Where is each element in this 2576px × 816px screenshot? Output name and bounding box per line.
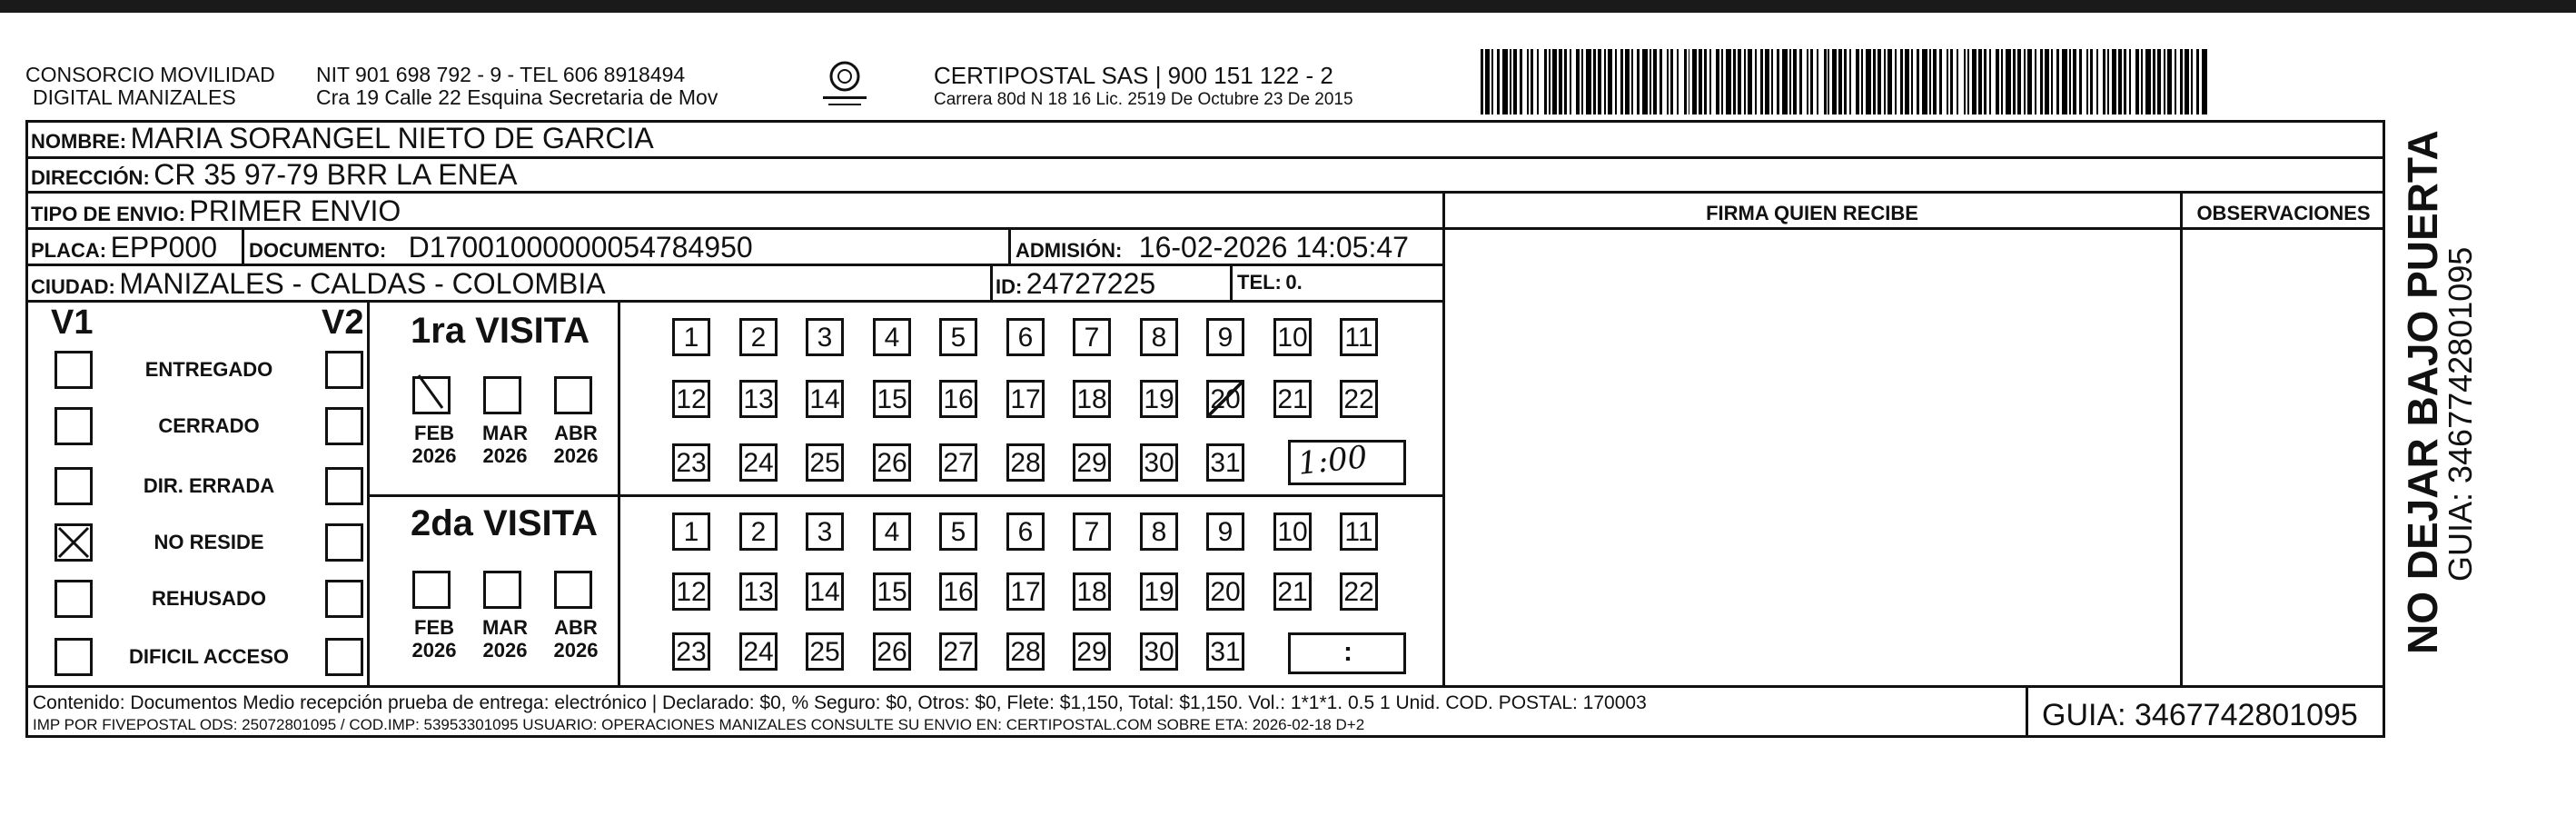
footer-line2: IMP POR FIVEPOSTAL ODS: 25072801095 / COD.IMP: 53953301095 USUARIO: OPERACIONES MANIZALES CONSULTE SU ENVIO EN: CERTIPOSTAL.COM SOBRE ETA: 2026-02-18 D+2 [33, 716, 1365, 733]
v1-checkbox[interactable] [54, 638, 93, 676]
footer-contents [33, 692, 2022, 736]
first-visit-day[interactable]: 8 [1140, 318, 1178, 356]
first-visit-day[interactable]: 22 [1340, 380, 1378, 418]
ciudad-label: CIUDAD: [31, 275, 115, 298]
tipo-label: TIPO DE ENVIO: [31, 203, 185, 225]
v1-header: V1 [51, 304, 94, 342]
courier-info: CERTIPOSTAL SAS | 900 151 122 - 2 Carrera 80d N 18 16 Lic. 2519 De Octubre 23 De 2015 [934, 62, 1353, 109]
first-visit-day[interactable]: 31 [1206, 443, 1244, 482]
documento-value: D17001000000054784950 [408, 231, 753, 264]
second-visit-day[interactable]: 9 [1206, 512, 1244, 551]
first-visit-day[interactable]: 2 [739, 318, 778, 356]
first-visit-time[interactable]: 1:00 [1288, 440, 1406, 485]
v2-checkbox[interactable] [325, 351, 363, 389]
firma-label: FIRMA QUIEN RECIBE [1706, 202, 1918, 224]
v2-checkbox[interactable] [325, 467, 363, 505]
col-divider [1008, 229, 1011, 264]
month-checkbox[interactable] [554, 571, 592, 609]
first-visit-day[interactable]: 6 [1006, 318, 1045, 356]
first-visit-day[interactable]: 10 [1273, 318, 1312, 356]
v1-checkbox[interactable] [54, 407, 93, 445]
col-divider [990, 265, 993, 300]
barcode [1481, 49, 2207, 114]
first-visit-day[interactable]: 9 [1206, 318, 1244, 356]
first-visit-day[interactable]: 4 [873, 318, 911, 356]
second-visit-day[interactable]: 14 [806, 572, 844, 611]
second-visit-day[interactable]: 15 [873, 572, 911, 611]
no-dejar-label: NO DEJAR BAJO PUERTA [2399, 130, 2446, 654]
first-visit-day[interactable]: 1 [672, 318, 710, 356]
second-visit-day[interactable]: 25 [806, 632, 844, 671]
first-visit-day[interactable]: 21 [1273, 380, 1312, 418]
v2-header: V2 [322, 304, 364, 342]
month-label: ABR 2026 [553, 422, 599, 467]
second-visit-day[interactable]: 20 [1206, 572, 1244, 611]
second-visit-day[interactable]: 6 [1006, 512, 1045, 551]
month-label: MAR 2026 [481, 616, 529, 662]
direccion-label: DIRECCIÓN: [31, 166, 150, 189]
v2-checkbox[interactable] [325, 407, 363, 445]
footer-line1: Contenido: Documentos Medio recepción prueba de entrega: electrónico | Declarado: $0, % Seguro: $0, Otros: $0, Flete: $1,150, Total: $1,150. Vol.: 1*1*1. 0.5 1 Unid. COD. POSTAL: 170003 [33, 692, 1647, 713]
company-contact: NIT 901 698 792 - 9 - TEL 606 8918494 Cra 19 Calle 22 Esquina Secretaria de Mov [316, 63, 718, 109]
documento-cell [249, 231, 753, 264]
id-cell [996, 267, 1155, 301]
month-checkbox[interactable] [554, 376, 592, 414]
status-label: REHUSADO [152, 587, 266, 610]
v1-checkbox[interactable] [54, 523, 93, 562]
ciudad-value: MANIZALES - CALDAS - COLOMBIA [119, 267, 606, 300]
second-visit-day[interactable]: 29 [1073, 632, 1111, 671]
nombre-value: MARIA SORANGEL NIETO DE GARCIA [130, 122, 654, 154]
first-visit-day[interactable]: 26 [873, 443, 911, 482]
second-visit-day[interactable]: 16 [939, 572, 977, 611]
observaciones-label: OBSERVACIONES [2196, 202, 2371, 224]
first-visit-day[interactable]: 13 [739, 380, 778, 418]
second-visit-day[interactable]: 22 [1340, 572, 1378, 611]
first-visit-day[interactable]: 19 [1140, 380, 1178, 418]
id-value: 24727225 [1025, 267, 1156, 300]
second-visit-day[interactable]: 4 [873, 512, 911, 551]
first-visit-day[interactable]: 14 [806, 380, 844, 418]
second-visit-day[interactable]: 18 [1073, 572, 1111, 611]
second-visit-day[interactable]: 3 [806, 512, 844, 551]
month-checkbox[interactable] [483, 571, 521, 609]
direccion-row [31, 158, 517, 192]
second-visit-day[interactable]: 13 [739, 572, 778, 611]
footer-guia: GUIA: 3467742801095 [2042, 698, 2358, 732]
second-visit-day[interactable]: 10 [1273, 512, 1312, 551]
month-label: FEB 2026 [411, 616, 457, 662]
v1-checkbox[interactable] [54, 467, 93, 505]
second-visit-day[interactable]: 11 [1340, 512, 1378, 551]
status-label: ENTREGADO [144, 358, 273, 381]
second-visit-time[interactable]: : [1288, 632, 1406, 674]
ciudad-cell [31, 267, 606, 301]
second-visit-title: 2da VISITA [411, 503, 598, 543]
certipostal-logo [817, 58, 872, 113]
month-label: MAR 2026 [481, 422, 529, 467]
second-visit-day[interactable]: 5 [939, 512, 977, 551]
admision-value: 16-02-2026 14:05:47 [1138, 231, 1409, 264]
nombre-label: NOMBRE: [31, 130, 127, 153]
col-divider [2180, 193, 2183, 685]
first-visit-day[interactable]: 23 [672, 443, 710, 482]
side-guia: GUIA: 3467742801095 [2442, 246, 2479, 582]
id-label: ID: [996, 275, 1023, 298]
second-visit-day[interactable]: 17 [1006, 572, 1045, 611]
first-visit-day[interactable]: 7 [1073, 318, 1111, 356]
first-visit-day[interactable]: 28 [1006, 443, 1045, 482]
status-label: CERRADO [158, 414, 260, 437]
tel-value: 0. [1285, 271, 1303, 294]
second-visit-day[interactable]: 27 [939, 632, 977, 671]
first-visit-day[interactable]: 27 [939, 443, 977, 482]
first-visit-title: 1ra VISITA [411, 311, 590, 351]
month-checkbox[interactable] [483, 376, 521, 414]
first-visit-day[interactable]: 11 [1340, 318, 1378, 356]
v2-checkbox[interactable] [325, 580, 363, 618]
admision-label: ADMISIÓN: [1016, 239, 1123, 262]
tipo-value: PRIMER ENVIO [189, 194, 401, 227]
placa-value: EPP000 [110, 231, 217, 264]
month-label: FEB 2026 [411, 422, 457, 467]
first-visit-day[interactable]: 24 [739, 443, 778, 482]
direccion-value: CR 35 97-79 BRR LA ENEA [154, 158, 518, 191]
v2-checkbox[interactable] [325, 638, 363, 676]
second-visit-day[interactable]: 28 [1006, 632, 1045, 671]
col-divider [1230, 265, 1233, 300]
placa-cell [31, 231, 217, 264]
scan-edge [0, 0, 2576, 13]
status-label: DIFICIL ACCESO [128, 645, 289, 668]
tel-cell [1237, 271, 1303, 294]
second-visit-day[interactable]: 19 [1140, 572, 1178, 611]
documento-label: DOCUMENTO: [249, 239, 387, 262]
v1-checkbox[interactable] [54, 351, 93, 389]
second-visit-day[interactable]: 26 [873, 632, 911, 671]
first-visit-day[interactable]: 17 [1006, 380, 1045, 418]
v1-checkbox[interactable] [54, 580, 93, 618]
v2-checkbox[interactable] [325, 523, 363, 562]
first-visit-day[interactable]: 12 [672, 380, 710, 418]
first-visit-day[interactable]: 29 [1073, 443, 1111, 482]
second-visit-day[interactable]: 31 [1206, 632, 1244, 671]
placa-label: PLACA: [31, 239, 107, 262]
first-visit-day[interactable]: 16 [939, 380, 977, 418]
first-visit-day[interactable]: 3 [806, 318, 844, 356]
row-divider [367, 494, 1442, 497]
first-visit-day[interactable]: 18 [1073, 380, 1111, 418]
first-visit-day[interactable]: 15 [873, 380, 911, 418]
second-visit-day[interactable]: 23 [672, 632, 710, 671]
second-visit-day[interactable]: 8 [1140, 512, 1178, 551]
col-divider [1442, 193, 1445, 685]
month-checkbox[interactable] [412, 376, 451, 414]
status-label: NO RESIDE [154, 531, 264, 553]
first-visit-day[interactable]: 20 [1206, 380, 1244, 418]
second-visit-day[interactable]: 30 [1140, 632, 1178, 671]
row-divider [25, 685, 2385, 688]
second-visit-day[interactable]: 1 [672, 512, 710, 551]
first-visit-day[interactable]: 25 [806, 443, 844, 482]
col-divider [618, 302, 620, 685]
second-visit-day[interactable]: 7 [1073, 512, 1111, 551]
admision-cell [1016, 231, 1409, 264]
tipo-row [31, 194, 401, 228]
month-checkbox[interactable] [412, 571, 451, 609]
nombre-row [31, 122, 654, 155]
status-label: DIR. ERRADA [143, 474, 275, 497]
first-visit-day[interactable]: 30 [1140, 443, 1178, 482]
tel-label: TEL: [1237, 271, 1282, 294]
second-visit-day[interactable]: 21 [1273, 572, 1312, 611]
col-divider [2026, 687, 2028, 738]
col-divider [367, 302, 370, 685]
second-visit-day[interactable]: 12 [672, 572, 710, 611]
company-name: CONSORCIO MOVILIDAD DIGITAL MANIZALES [25, 63, 275, 109]
first-visit-day[interactable]: 5 [939, 318, 977, 356]
second-visit-day[interactable]: 24 [739, 632, 778, 671]
month-label: ABR 2026 [553, 616, 599, 662]
col-divider [242, 229, 244, 264]
second-visit-day[interactable]: 2 [739, 512, 778, 551]
